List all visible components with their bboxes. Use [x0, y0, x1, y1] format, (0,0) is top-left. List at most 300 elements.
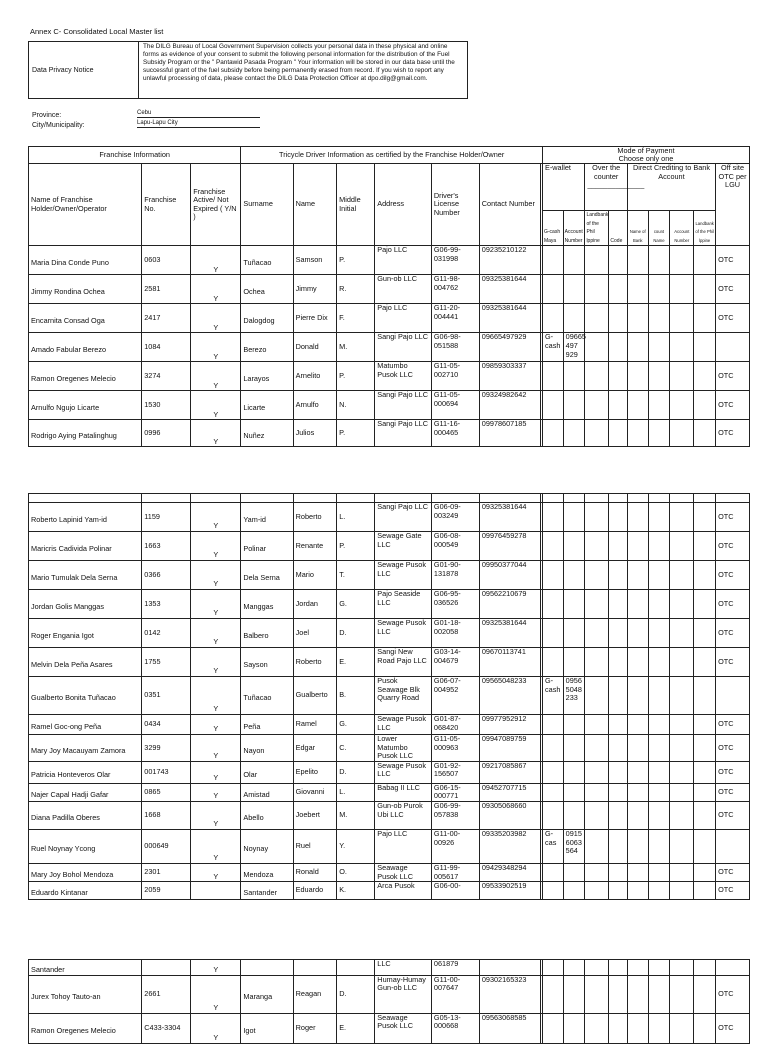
ewallet-cell	[542, 648, 563, 677]
table-row	[29, 761, 750, 783]
bank-name-cell	[627, 246, 648, 275]
active-cell: Y	[191, 619, 241, 648]
franchise-no-cell: 000649	[142, 829, 191, 863]
account-cell	[563, 801, 585, 829]
ewallet-cell	[542, 391, 563, 420]
bank-name-cell	[627, 801, 648, 829]
sub-header-gcash: G-cash Maya	[542, 211, 563, 246]
bank-name-cell	[627, 420, 648, 447]
account-cell	[563, 420, 585, 447]
bank-account-cell	[670, 619, 694, 648]
account-cell	[563, 304, 585, 333]
otc-cell: OTC	[716, 420, 750, 447]
bank-account-cell	[670, 590, 694, 619]
ewallet-cell	[542, 863, 563, 881]
holder-name-cell: Melvin Dela Peña Asares	[29, 648, 142, 677]
license-cell: G01-18-002058	[431, 619, 479, 648]
account-name-cell	[648, 1013, 670, 1043]
table-row	[29, 590, 750, 619]
bank-account-cell	[670, 275, 694, 304]
account-cell	[563, 503, 585, 532]
bank-account-cell	[670, 960, 694, 976]
first-name-cell: Samson	[293, 246, 337, 275]
table-row	[29, 561, 750, 590]
otc-cell	[716, 960, 750, 976]
address-cell: Sewage Gate LLC	[375, 532, 432, 561]
address-cell: Lower Matumbo Pusok LLC	[375, 735, 432, 762]
otc-cell: OTC	[716, 801, 750, 829]
surname-cell: Sayson	[241, 648, 293, 677]
license-cell: G06-09-003249	[431, 503, 479, 532]
account-cell	[563, 783, 585, 801]
franchise-no-cell: 0603	[142, 246, 191, 275]
otc-cell: OTC	[716, 975, 750, 1013]
bank-account-cell	[670, 420, 694, 447]
account-cell	[563, 275, 585, 304]
license-cell: G03-14-004679	[431, 648, 479, 677]
active-cell: Y	[191, 648, 241, 677]
address-cell: Matumbo Pusok LLC	[375, 362, 432, 391]
license-cell: G06-99-057838	[431, 801, 479, 829]
master-list-table-1	[28, 146, 750, 447]
header-franchise-info: Franchise Information	[29, 147, 241, 164]
account-cell	[563, 619, 585, 648]
middle-initial-cell: L.	[337, 503, 375, 532]
bank-account-cell	[670, 1013, 694, 1043]
otc-cell: OTC	[716, 503, 750, 532]
account-name-cell	[648, 801, 670, 829]
middle-initial-cell: D.	[337, 619, 375, 648]
bank-name-cell	[627, 619, 648, 648]
account-name-cell	[648, 503, 670, 532]
middle-initial-cell: E.	[337, 1013, 375, 1043]
bank-name-cell	[627, 735, 648, 762]
otc-cell: OTC	[716, 863, 750, 881]
col-header-name: Name	[293, 164, 337, 246]
franchise-no-cell: 2417	[142, 304, 191, 333]
contact-cell: 09978607185	[479, 420, 540, 447]
bank-name-cell	[627, 503, 648, 532]
surname-cell: Mendoza	[241, 863, 293, 881]
landbank2-cell	[694, 801, 716, 829]
sub-header-account-number: Account Number	[670, 211, 694, 246]
active-cell: Y	[191, 735, 241, 762]
contact-cell: 09325381644	[479, 503, 540, 532]
over-counter-label: Over the counter	[592, 163, 621, 181]
province-label: Province:	[32, 112, 62, 119]
ewallet-cell: G-cash	[542, 677, 563, 715]
bank-account-cell	[670, 561, 694, 590]
contact-cell: 09325381644	[479, 619, 540, 648]
account-name-cell	[648, 619, 670, 648]
account-name-cell	[648, 590, 670, 619]
first-name-cell: Roger	[293, 1013, 337, 1043]
account-cell	[563, 648, 585, 677]
surname-cell: Maranga	[241, 975, 293, 1013]
bank-name-cell	[627, 532, 648, 561]
landbank-cell	[585, 532, 609, 561]
code-cell	[609, 829, 628, 863]
holder-name-cell: Encarnita Consad Oga	[29, 304, 142, 333]
contact-cell: 09565048233	[479, 677, 540, 715]
address-cell: Sangi New Road Pajo LLC	[375, 648, 432, 677]
otc-cell: OTC	[716, 275, 750, 304]
landbank2-cell	[694, 882, 716, 900]
col-header-franchise-no: Franchise No.	[142, 164, 191, 246]
first-name-cell: Roberto	[293, 648, 337, 677]
otc-cell: OTC	[716, 882, 750, 900]
col-header-ewallet: E-wallet	[542, 164, 584, 211]
holder-name-cell: Maricris Cadivida Polinar	[29, 532, 142, 561]
bank-account-cell	[670, 532, 694, 561]
header-driver-info: Tricycle Driver Information as certified by the Franchise Holder/Owner	[241, 147, 543, 164]
contact-cell: 09305068660	[479, 801, 540, 829]
ewallet-cell	[542, 960, 563, 976]
table-row	[29, 783, 750, 801]
header-mode-of-payment	[542, 147, 749, 164]
account-name-cell	[648, 761, 670, 783]
middle-initial-cell: Y.	[337, 829, 375, 863]
first-name-cell: Joel	[293, 619, 337, 648]
license-cell: G06-98-051588	[431, 333, 479, 362]
surname-cell: Abello	[241, 801, 293, 829]
franchise-no-cell: C433-3304	[142, 1013, 191, 1043]
franchise-no-cell: 0865	[142, 783, 191, 801]
account-name-cell	[648, 561, 670, 590]
active-cell: Y	[191, 246, 241, 275]
code-cell	[609, 975, 628, 1013]
table-row	[29, 715, 750, 735]
address-cell: Babag II LLC	[375, 783, 432, 801]
active-cell: Y	[191, 532, 241, 561]
landbank-cell	[585, 275, 609, 304]
account-name-cell	[648, 677, 670, 715]
province-value: Cebu	[137, 109, 260, 118]
franchise-no-cell: 1530	[142, 391, 191, 420]
account-name-cell	[648, 246, 670, 275]
table-row	[29, 677, 750, 715]
surname-cell: Igot	[241, 1013, 293, 1043]
col-header-middle-initial: Middle Initial	[337, 164, 375, 246]
active-cell: Y	[191, 975, 241, 1013]
surname-cell: Nuñez	[241, 420, 293, 447]
active-cell: Y	[191, 362, 241, 391]
active-cell: Y	[191, 677, 241, 715]
franchise-no-cell: 0996	[142, 420, 191, 447]
first-name-cell: Pierre Dix	[293, 304, 337, 333]
account-cell	[563, 1013, 585, 1043]
otc-cell: OTC	[716, 590, 750, 619]
surname-cell: Licarte	[241, 391, 293, 420]
bank-name-cell	[627, 715, 648, 735]
address-cell: Sangi Pajo LLC	[375, 391, 432, 420]
address-cell: Sewage Pusok LLC	[375, 761, 432, 783]
sub-header-name-bank: Name of Bank	[627, 211, 648, 246]
active-cell: Y	[191, 783, 241, 801]
active-cell: Y	[191, 420, 241, 447]
contact-cell: 09325381644	[479, 304, 540, 333]
table-row	[29, 863, 750, 881]
account-cell	[563, 590, 585, 619]
bank-name-cell	[627, 275, 648, 304]
franchise-no-cell: 3299	[142, 735, 191, 762]
account-cell: 09665 497 929	[563, 333, 585, 362]
mode-of-payment-title: Mode of Payment	[617, 146, 675, 155]
license-cell: G11-00-00926	[431, 829, 479, 863]
landbank2-cell	[694, 275, 716, 304]
address-cell: Sangi Pajo LLC	[375, 503, 432, 532]
table-row	[29, 735, 750, 762]
table-row	[29, 1013, 750, 1043]
bank-name-cell	[627, 761, 648, 783]
holder-name-cell: Rodrigo Aying Patalinghug	[29, 420, 142, 447]
middle-initial-cell: E.	[337, 648, 375, 677]
landbank-cell	[585, 761, 609, 783]
middle-initial-cell: B.	[337, 677, 375, 715]
active-cell: Y	[191, 761, 241, 783]
code-cell	[609, 304, 628, 333]
otc-cell: OTC	[716, 391, 750, 420]
ewallet-cell	[542, 246, 563, 275]
contact-cell: 09950377044	[479, 561, 540, 590]
middle-initial-cell: D.	[337, 761, 375, 783]
middle-initial-cell: P.	[337, 420, 375, 447]
bank-account-cell	[670, 333, 694, 362]
active-cell: Y	[191, 275, 241, 304]
col-header-over-counter	[585, 163, 645, 211]
active-cell: Y	[191, 590, 241, 619]
privacy-text: The DILG Bureau of Local Government Supervision collects your personal data in these physical and online forms as evidence of your consent to submit the following personal information for the distribution of the Fuel Subsidy Program or the " Pantawid Pasada Program " Your information will be stored in our data base until the successful grant of the fuel subsidy before being permanently erased from record. If you wish to report any unlawful processing of data, please contact the DILG Data Protection Officer at dpo.dilg@gmail.com.	[143, 43, 455, 82]
table-row	[29, 391, 750, 420]
ewallet-cell	[542, 561, 563, 590]
account-cell	[563, 975, 585, 1013]
holder-name-cell: Roger Engania Igot	[29, 619, 142, 648]
table-row	[29, 362, 750, 391]
surname-cell: Santander	[241, 882, 293, 900]
ewallet-cell	[542, 735, 563, 762]
otc-cell: OTC	[716, 619, 750, 648]
bank-name-cell	[627, 648, 648, 677]
contact-cell: 09335203982	[479, 829, 540, 863]
ewallet-cell	[542, 619, 563, 648]
franchise-no-cell: 1663	[142, 532, 191, 561]
first-name-cell: Julios	[293, 420, 337, 447]
landbank-cell	[585, 863, 609, 881]
license-cell: G06-07-004952	[431, 677, 479, 715]
holder-name-cell: Jurex Tohoy Tauto-an	[29, 975, 142, 1013]
account-name-cell	[648, 715, 670, 735]
bank-name-cell	[627, 333, 648, 362]
col-header-direct-credit: Direct Crediting to Bank Account	[627, 164, 715, 211]
landbank2-cell	[694, 420, 716, 447]
code-cell	[609, 863, 628, 881]
landbank-cell	[585, 391, 609, 420]
landbank-cell	[585, 783, 609, 801]
middle-initial-cell: M.	[337, 801, 375, 829]
landbank-cell	[585, 420, 609, 447]
account-cell: 0956 5048 233	[563, 677, 585, 715]
first-name-cell: Reagan	[293, 975, 337, 1013]
landbank2-cell	[694, 503, 716, 532]
account-cell	[563, 391, 585, 420]
active-cell: Y	[191, 960, 241, 976]
landbank2-cell	[694, 619, 716, 648]
otc-cell	[716, 829, 750, 863]
code-cell	[609, 333, 628, 362]
code-cell	[609, 420, 628, 447]
contact-cell: 09859303337	[479, 362, 540, 391]
table-row	[29, 829, 750, 863]
account-name-cell	[648, 960, 670, 976]
col-header-contact: Contact Number	[479, 164, 540, 246]
account-cell	[563, 882, 585, 900]
account-name-cell	[648, 333, 670, 362]
contact-cell: 09302165323	[479, 975, 540, 1013]
bank-name-cell	[627, 975, 648, 1013]
bank-account-cell	[670, 761, 694, 783]
surname-cell: Noynay	[241, 829, 293, 863]
code-cell	[609, 362, 628, 391]
surname-cell: Polinar	[241, 532, 293, 561]
active-cell: Y	[191, 829, 241, 863]
account-name-cell	[648, 420, 670, 447]
franchise-no-cell: 0351	[142, 677, 191, 715]
bank-name-cell	[627, 362, 648, 391]
holder-name-cell: Jordan Golis Manggas	[29, 590, 142, 619]
active-cell: Y	[191, 503, 241, 532]
table-row	[29, 975, 750, 1013]
bank-name-cell	[627, 561, 648, 590]
middle-initial-cell: G.	[337, 715, 375, 735]
sub-header-account: Account Number	[563, 211, 585, 246]
landbank2-cell	[694, 677, 716, 715]
landbank2-cell	[694, 246, 716, 275]
landbank-cell	[585, 503, 609, 532]
bank-account-cell	[670, 882, 694, 900]
contact-cell: 09977952912	[479, 715, 540, 735]
license-cell: G05-13-000668	[431, 1013, 479, 1043]
bank-account-cell	[670, 677, 694, 715]
franchise-no-cell: 1084	[142, 333, 191, 362]
license-cell: G11-16-000465	[431, 420, 479, 447]
bank-account-cell	[670, 715, 694, 735]
active-cell: Y	[191, 391, 241, 420]
address-cell: Sewage Pusok LLC	[375, 561, 432, 590]
col-header-offsite: Off site OTC per LGU	[716, 164, 750, 246]
address-cell: Seawage Pusok LLC	[375, 863, 432, 881]
license-cell: G06-08-000549	[431, 532, 479, 561]
code-cell	[609, 246, 628, 275]
surname-cell: Tuñacao	[241, 246, 293, 275]
bank-account-cell	[670, 362, 694, 391]
sub-header-landbank2: Landbank of the Phil lppine	[694, 211, 716, 246]
address-cell: Sewage Pusok LLC	[375, 715, 432, 735]
address-cell: Sewage Pusok LLC	[375, 619, 432, 648]
franchise-no-cell: 2581	[142, 275, 191, 304]
table-row	[29, 304, 750, 333]
bank-account-cell	[670, 503, 694, 532]
landbank-cell	[585, 590, 609, 619]
holder-name-cell: Mary Joy Bohol Mendoza	[29, 863, 142, 881]
landbank2-cell	[694, 561, 716, 590]
over-counter-line: ______________	[587, 180, 645, 190]
ewallet-cell	[542, 275, 563, 304]
account-name-cell	[648, 735, 670, 762]
holder-name-cell: Arnulfo Ngujo Licarte	[29, 391, 142, 420]
first-name-cell	[293, 960, 337, 976]
bank-name-cell	[627, 863, 648, 881]
account-cell	[563, 715, 585, 735]
first-name-cell: Roberto	[293, 503, 337, 532]
code-cell	[609, 391, 628, 420]
first-name-cell: Joebert	[293, 801, 337, 829]
bank-account-cell	[670, 735, 694, 762]
account-cell	[563, 735, 585, 762]
col-header-address: Address	[375, 164, 432, 246]
ewallet-cell: G-cash	[542, 333, 563, 362]
license-cell: G11-99-005617	[431, 863, 479, 881]
holder-name-cell: Ramon Oregenes Melecio	[29, 362, 142, 391]
code-cell	[609, 1013, 628, 1043]
ewallet-cell	[542, 801, 563, 829]
otc-cell: OTC	[716, 715, 750, 735]
code-cell	[609, 503, 628, 532]
middle-initial-cell: D.	[337, 975, 375, 1013]
landbank2-cell	[694, 735, 716, 762]
holder-name-cell: Roberto Lapinid Yam-id	[29, 503, 142, 532]
middle-initial-cell: P.	[337, 532, 375, 561]
address-cell: Humay-Humay Gun-ob LLC	[375, 975, 432, 1013]
ewallet-cell: G-cas	[542, 829, 563, 863]
landbank2-cell	[694, 829, 716, 863]
table-row	[29, 619, 750, 648]
surname-cell: Nayon	[241, 735, 293, 762]
table-row	[29, 275, 750, 304]
code-cell	[609, 532, 628, 561]
holder-name-cell: Eduardo Kintanar	[29, 882, 142, 900]
franchise-no-cell: 2661	[142, 975, 191, 1013]
account-name-cell	[648, 391, 670, 420]
surname-cell: Dela Serna	[241, 561, 293, 590]
landbank-cell	[585, 1013, 609, 1043]
middle-initial-cell: C.	[337, 735, 375, 762]
landbank2-cell	[694, 532, 716, 561]
col-header-active: Franchise Active/ Not Expired ( Y/N )	[191, 164, 241, 246]
code-cell	[609, 783, 628, 801]
landbank-cell	[585, 882, 609, 900]
first-name-cell: Ramel	[293, 715, 337, 735]
landbank-cell	[585, 960, 609, 976]
first-name-cell: Jimmy	[293, 275, 337, 304]
account-name-cell	[648, 783, 670, 801]
master-list-table-2	[28, 493, 750, 900]
code-cell	[609, 275, 628, 304]
bank-name-cell	[627, 1013, 648, 1043]
sub-header-landbank: Landbank of the Phil lppine	[585, 211, 609, 246]
code-cell	[609, 590, 628, 619]
middle-initial-cell: L.	[337, 783, 375, 801]
holder-name-cell: Najer Capal Hadji Gafar	[29, 783, 142, 801]
bank-account-cell	[670, 975, 694, 1013]
landbank2-cell	[694, 761, 716, 783]
bank-name-cell	[627, 960, 648, 976]
first-name-cell: Mario	[293, 561, 337, 590]
contact-cell: 09670113741	[479, 648, 540, 677]
first-name-cell: Edgar	[293, 735, 337, 762]
address-cell: Gun-ob LLC	[375, 275, 432, 304]
license-cell: G06-99-031998	[431, 246, 479, 275]
account-name-cell	[648, 648, 670, 677]
